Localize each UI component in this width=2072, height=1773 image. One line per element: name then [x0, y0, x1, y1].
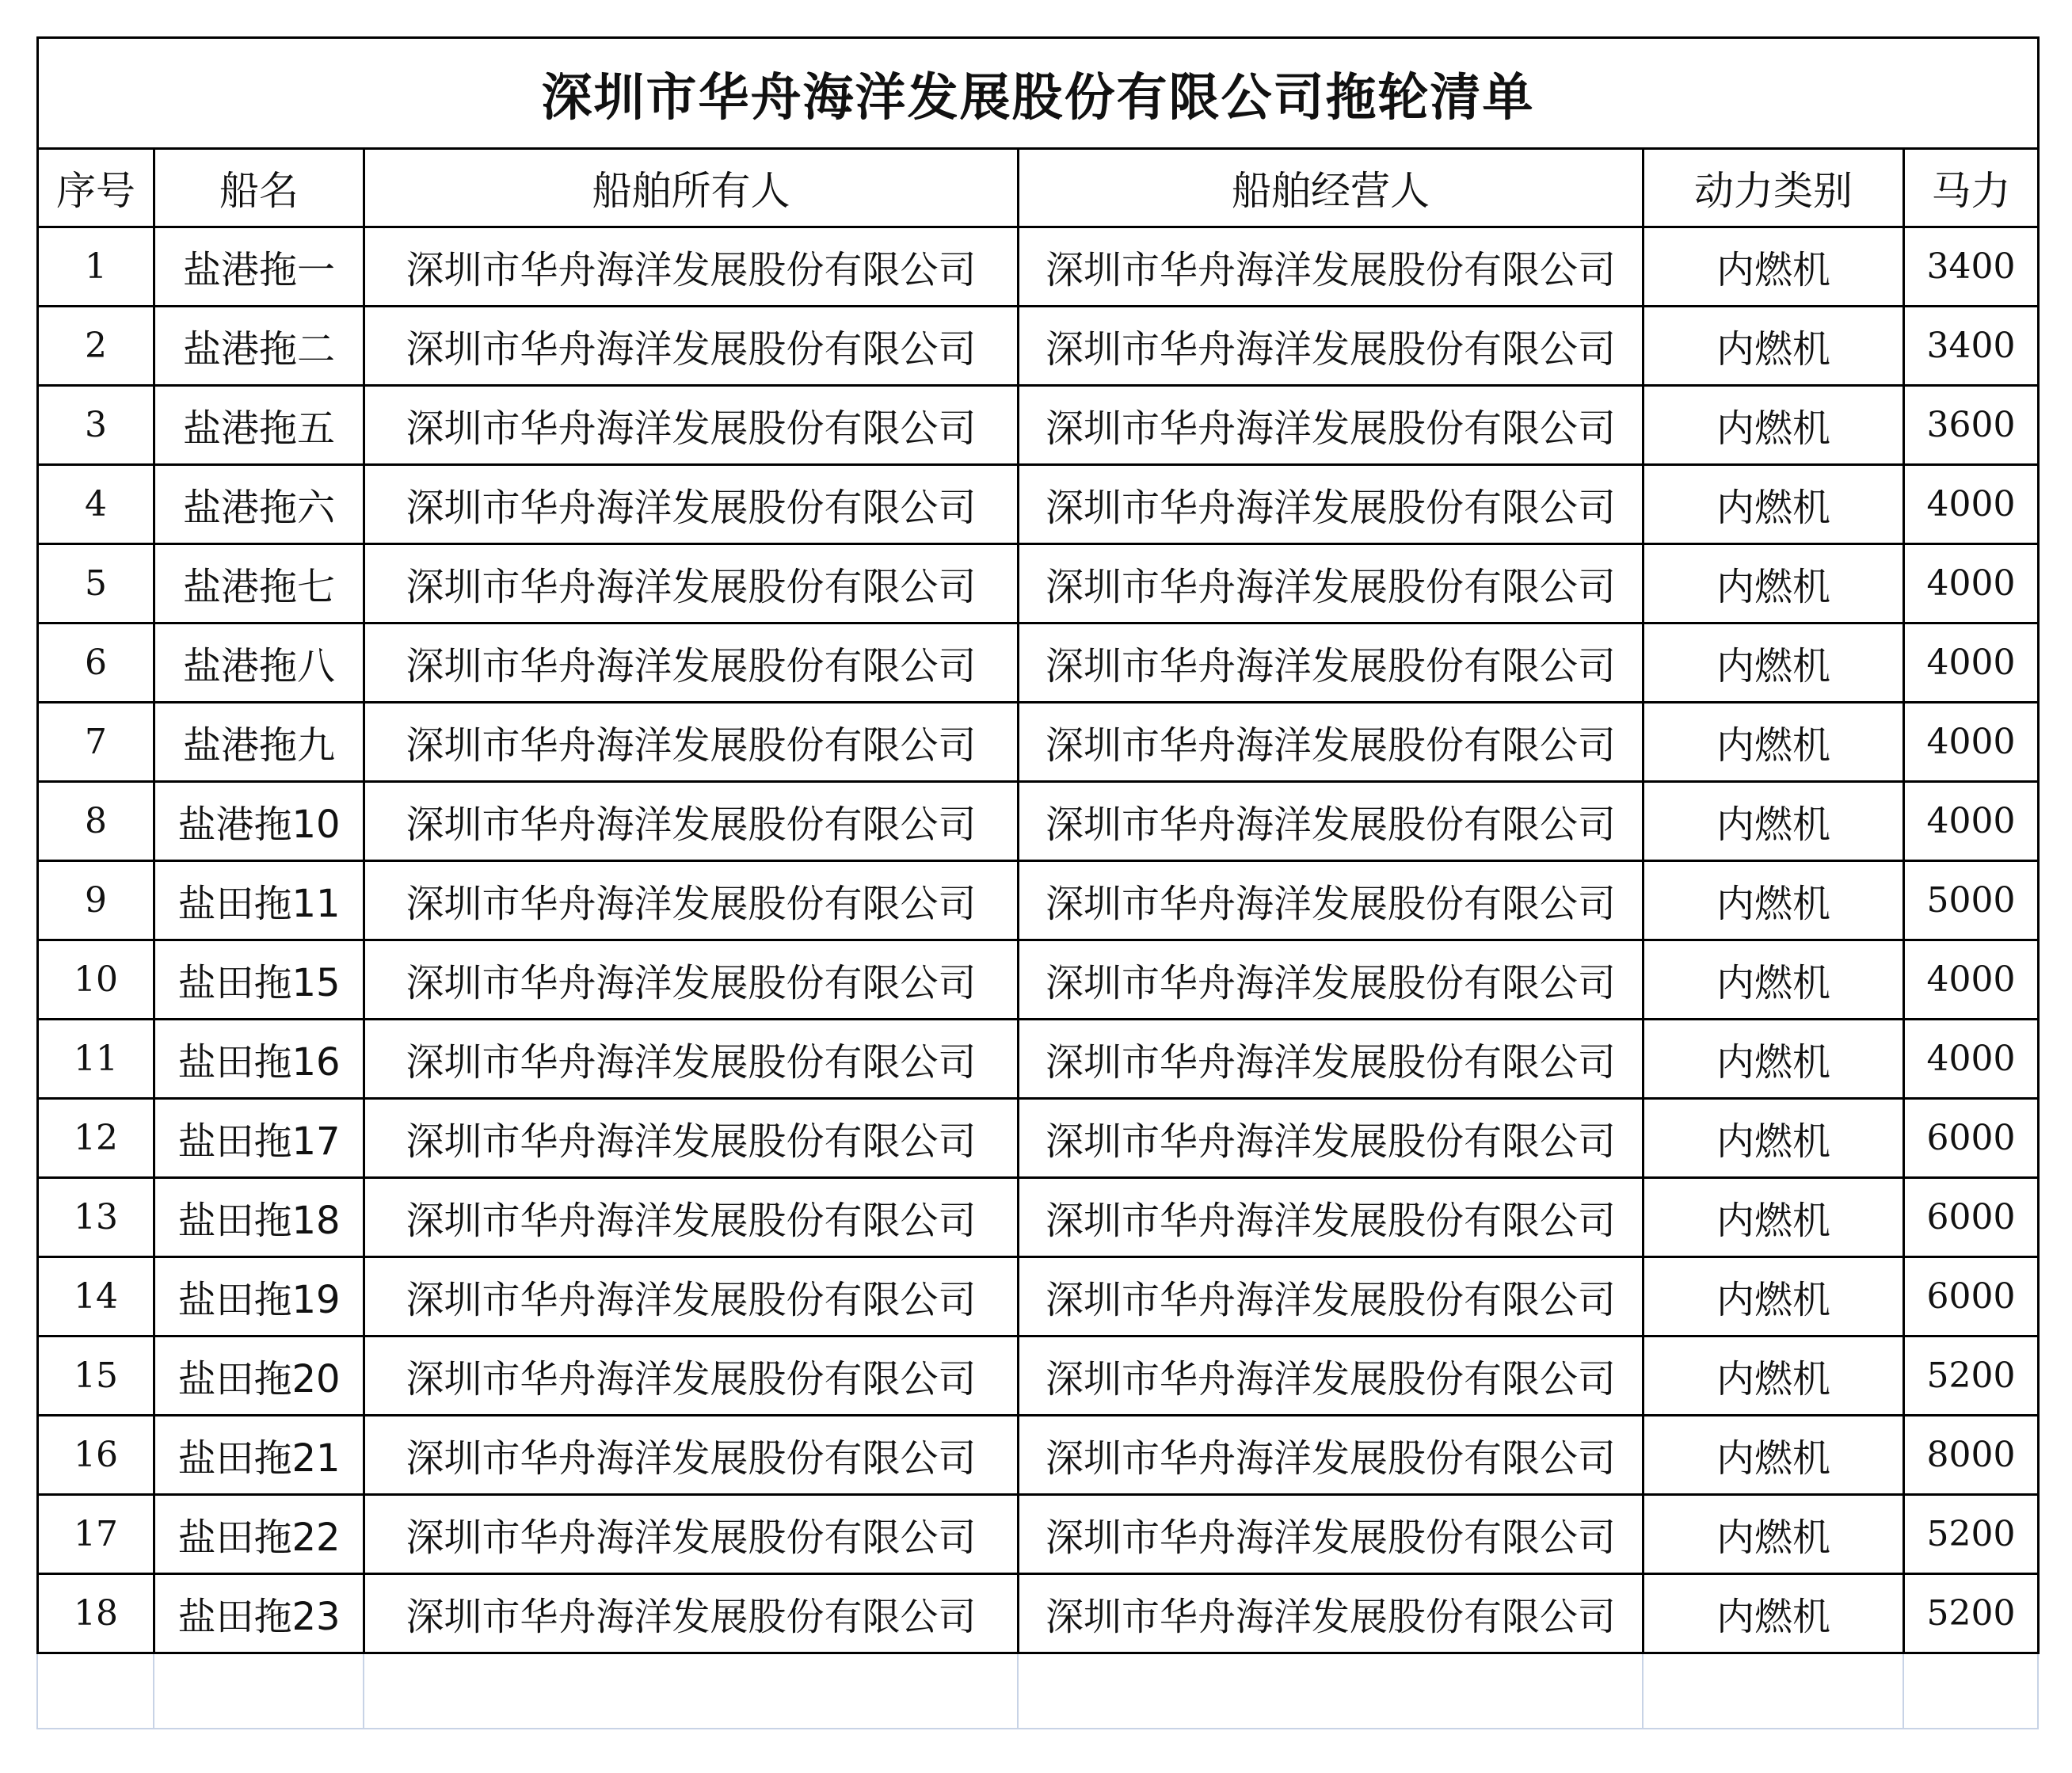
header-horsepower[interactable]: 马力 — [1904, 149, 2039, 227]
cell-power-type[interactable]: 内燃机 — [1644, 1178, 1904, 1257]
cell-ship-operator[interactable]: 深圳市华舟海洋发展股份有限公司 — [1019, 703, 1644, 782]
cell-ship-name[interactable]: 盐港拖一 — [154, 227, 364, 307]
cell-power-type[interactable]: 内燃机 — [1644, 544, 1904, 623]
table-row — [38, 307, 2039, 386]
cell-serial-number[interactable]: 18 — [38, 1574, 154, 1653]
cell-ship-operator[interactable]: 深圳市华舟海洋发展股份有限公司 — [1019, 227, 1644, 307]
cell-power-type[interactable]: 内燃机 — [1644, 1257, 1904, 1336]
cell-horsepower[interactable]: 4000 — [1904, 623, 2039, 703]
table-row — [38, 940, 2039, 1020]
cell-horsepower[interactable]: 4000 — [1904, 703, 2039, 782]
header-ship-name[interactable]: 船名 — [154, 149, 364, 227]
cell-serial-number[interactable]: 15 — [38, 1336, 154, 1416]
cell-serial-number[interactable]: 17 — [38, 1495, 154, 1574]
cell-ship-owner[interactable]: 深圳市华舟海洋发展股份有限公司 — [364, 307, 1019, 386]
cell-ship-owner[interactable]: 深圳市华舟海洋发展股份有限公司 — [364, 782, 1019, 861]
cell-ship-name[interactable]: 盐田拖20 — [154, 1336, 364, 1416]
cell-power-type[interactable]: 内燃机 — [1644, 1099, 1904, 1178]
table-row — [38, 1574, 2039, 1653]
cell-serial-number[interactable]: 6 — [38, 623, 154, 703]
table-row — [38, 703, 2039, 782]
cell-ship-owner[interactable]: 深圳市华舟海洋发展股份有限公司 — [364, 1416, 1019, 1495]
cell-power-type[interactable]: 内燃机 — [1644, 227, 1904, 307]
table-row — [38, 1336, 2039, 1416]
cell-horsepower[interactable]: 6000 — [1904, 1257, 2039, 1336]
header-power-type[interactable]: 动力类别 — [1644, 149, 1904, 227]
cell-ship-operator[interactable]: 深圳市华舟海洋发展股份有限公司 — [1019, 1178, 1644, 1257]
cell-power-type[interactable]: 内燃机 — [1644, 386, 1904, 465]
table-row — [38, 544, 2039, 623]
cell-serial-number[interactable]: 14 — [38, 1257, 154, 1336]
cell-ship-owner[interactable]: 深圳市华舟海洋发展股份有限公司 — [364, 386, 1019, 465]
cell-ship-name[interactable]: 盐田拖23 — [154, 1574, 364, 1653]
table-row — [38, 1178, 2039, 1257]
cell-ship-name[interactable]: 盐田拖19 — [154, 1257, 364, 1336]
cell-horsepower[interactable]: 3400 — [1904, 227, 2039, 307]
cell-ship-name[interactable]: 盐港拖九 — [154, 703, 364, 782]
cell-power-type[interactable]: 内燃机 — [1644, 703, 1904, 782]
cell-serial-number[interactable]: 9 — [38, 861, 154, 940]
cell-power-type[interactable]: 内燃机 — [1644, 623, 1904, 703]
cell-ship-name[interactable]: 盐港拖10 — [154, 782, 364, 861]
cell-ship-owner[interactable]: 深圳市华舟海洋发展股份有限公司 — [364, 1574, 1019, 1653]
cell-ship-operator[interactable]: 深圳市华舟海洋发展股份有限公司 — [1019, 1574, 1644, 1653]
cell-ship-operator[interactable]: 深圳市华舟海洋发展股份有限公司 — [1019, 307, 1644, 386]
spreadsheet-sheet — [36, 36, 2037, 1729]
empty-cell[interactable] — [1903, 1654, 2038, 1729]
cell-ship-owner[interactable]: 深圳市华舟海洋发展股份有限公司 — [364, 1178, 1019, 1257]
table-row — [38, 386, 2039, 465]
cell-ship-operator[interactable]: 深圳市华舟海洋发展股份有限公司 — [1019, 782, 1644, 861]
cell-serial-number[interactable]: 10 — [38, 940, 154, 1020]
empty-cell[interactable] — [1643, 1654, 1903, 1729]
cell-ship-owner[interactable]: 深圳市华舟海洋发展股份有限公司 — [364, 465, 1019, 544]
cell-ship-operator[interactable]: 深圳市华舟海洋发展股份有限公司 — [1019, 861, 1644, 940]
table-row — [38, 861, 2039, 940]
cell-horsepower[interactable]: 8000 — [1904, 1416, 2039, 1495]
cell-power-type[interactable]: 内燃机 — [1644, 940, 1904, 1020]
cell-serial-number[interactable]: 8 — [38, 782, 154, 861]
cell-power-type[interactable]: 内燃机 — [1644, 861, 1904, 940]
cell-ship-operator[interactable]: 深圳市华舟海洋发展股份有限公司 — [1019, 1257, 1644, 1336]
table-row — [38, 623, 2039, 703]
cell-horsepower[interactable]: 5200 — [1904, 1336, 2039, 1416]
cell-ship-owner[interactable]: 深圳市华舟海洋发展股份有限公司 — [364, 861, 1019, 940]
cell-serial-number[interactable]: 16 — [38, 1416, 154, 1495]
cell-horsepower[interactable]: 4000 — [1904, 465, 2039, 544]
cell-horsepower[interactable]: 5200 — [1904, 1495, 2039, 1574]
cell-ship-name[interactable]: 盐港拖五 — [154, 386, 364, 465]
cell-power-type[interactable]: 内燃机 — [1644, 1574, 1904, 1653]
cell-serial-number[interactable]: 4 — [38, 465, 154, 544]
header-serial-number[interactable]: 序号 — [38, 149, 154, 227]
cell-ship-owner[interactable]: 深圳市华舟海洋发展股份有限公司 — [364, 544, 1019, 623]
table-row — [38, 465, 2039, 544]
cell-ship-name[interactable]: 盐港拖八 — [154, 623, 364, 703]
header-ship-operator[interactable]: 船舶经营人 — [1019, 149, 1644, 227]
tugboat-table — [36, 36, 2040, 1654]
cell-ship-operator[interactable]: 深圳市华舟海洋发展股份有限公司 — [1019, 623, 1644, 703]
cell-ship-name[interactable]: 盐田拖22 — [154, 1495, 364, 1574]
cell-ship-name[interactable]: 盐田拖18 — [154, 1178, 364, 1257]
cell-horsepower[interactable]: 3400 — [1904, 307, 2039, 386]
table-row — [38, 1020, 2039, 1099]
cell-ship-name[interactable]: 盐港拖六 — [154, 465, 364, 544]
cell-ship-name[interactable]: 盐田拖16 — [154, 1020, 364, 1099]
cell-ship-owner[interactable]: 深圳市华舟海洋发展股份有限公司 — [364, 1020, 1019, 1099]
cell-serial-number[interactable]: 3 — [38, 386, 154, 465]
cell-ship-name[interactable]: 盐田拖11 — [154, 861, 364, 940]
cell-horsepower[interactable]: 3600 — [1904, 386, 2039, 465]
cell-horsepower[interactable]: 6000 — [1904, 1099, 2039, 1178]
cell-ship-operator[interactable]: 深圳市华舟海洋发展股份有限公司 — [1019, 1416, 1644, 1495]
cell-ship-owner[interactable]: 深圳市华舟海洋发展股份有限公司 — [364, 1099, 1019, 1178]
cell-ship-owner[interactable]: 深圳市华舟海洋发展股份有限公司 — [364, 1257, 1019, 1336]
cell-ship-name[interactable]: 盐田拖17 — [154, 1099, 364, 1178]
cell-ship-name[interactable]: 盐港拖七 — [154, 544, 364, 623]
empty-cell[interactable] — [154, 1654, 364, 1729]
cell-ship-name[interactable]: 盐田拖21 — [154, 1416, 364, 1495]
cell-ship-operator[interactable]: 深圳市华舟海洋发展股份有限公司 — [1019, 1336, 1644, 1416]
cell-serial-number[interactable]: 7 — [38, 703, 154, 782]
empty-cell[interactable] — [37, 1654, 154, 1729]
cell-ship-name[interactable]: 盐港拖二 — [154, 307, 364, 386]
empty-cell[interactable] — [1018, 1654, 1643, 1729]
cell-horsepower[interactable]: 6000 — [1904, 1178, 2039, 1257]
cell-ship-operator[interactable]: 深圳市华舟海洋发展股份有限公司 — [1019, 465, 1644, 544]
cell-ship-owner[interactable]: 深圳市华舟海洋发展股份有限公司 — [364, 1336, 1019, 1416]
table-row — [38, 1416, 2039, 1495]
header-row — [38, 149, 2039, 227]
cell-serial-number[interactable]: 13 — [38, 1178, 154, 1257]
table-row — [38, 1495, 2039, 1574]
empty-cell[interactable] — [364, 1654, 1018, 1729]
table-row — [38, 782, 2039, 861]
title-row — [38, 38, 2039, 149]
cell-power-type[interactable]: 内燃机 — [1644, 1416, 1904, 1495]
cell-ship-operator[interactable]: 深圳市华舟海洋发展股份有限公司 — [1019, 1495, 1644, 1574]
cell-serial-number[interactable]: 2 — [38, 307, 154, 386]
cell-serial-number[interactable]: 11 — [38, 1020, 154, 1099]
empty-spreadsheet-row — [36, 1654, 2039, 1729]
cell-power-type[interactable]: 内燃机 — [1644, 782, 1904, 861]
cell-ship-owner[interactable]: 深圳市华舟海洋发展股份有限公司 — [364, 1495, 1019, 1574]
cell-ship-operator[interactable]: 深圳市华舟海洋发展股份有限公司 — [1019, 1020, 1644, 1099]
cell-horsepower[interactable]: 4000 — [1904, 544, 2039, 623]
cell-ship-owner[interactable]: 深圳市华舟海洋发展股份有限公司 — [364, 940, 1019, 1020]
cell-serial-number[interactable]: 1 — [38, 227, 154, 307]
cell-power-type[interactable]: 内燃机 — [1644, 307, 1904, 386]
cell-ship-operator[interactable]: 深圳市华舟海洋发展股份有限公司 — [1019, 386, 1644, 465]
table-title[interactable]: 深圳市华舟海洋发展股份有限公司拖轮清单 — [38, 38, 2039, 149]
cell-horsepower[interactable]: 4000 — [1904, 782, 2039, 861]
cell-serial-number[interactable]: 12 — [38, 1099, 154, 1178]
cell-ship-name[interactable]: 盐田拖15 — [154, 940, 364, 1020]
cell-ship-owner[interactable]: 深圳市华舟海洋发展股份有限公司 — [364, 623, 1019, 703]
cell-ship-operator[interactable]: 深圳市华舟海洋发展股份有限公司 — [1019, 544, 1644, 623]
cell-horsepower[interactable]: 5200 — [1904, 1574, 2039, 1653]
table-row — [38, 1257, 2039, 1336]
cell-horsepower[interactable]: 4000 — [1904, 1020, 2039, 1099]
header-ship-owner[interactable]: 船舶所有人 — [364, 149, 1019, 227]
cell-power-type[interactable]: 内燃机 — [1644, 1495, 1904, 1574]
cell-ship-owner[interactable]: 深圳市华舟海洋发展股份有限公司 — [364, 703, 1019, 782]
cell-serial-number[interactable]: 5 — [38, 544, 154, 623]
table-row — [38, 1099, 2039, 1178]
table-row — [38, 227, 2039, 307]
cell-ship-operator[interactable]: 深圳市华舟海洋发展股份有限公司 — [1019, 940, 1644, 1020]
cell-horsepower[interactable]: 4000 — [1904, 940, 2039, 1020]
cell-ship-operator[interactable]: 深圳市华舟海洋发展股份有限公司 — [1019, 1099, 1644, 1178]
cell-ship-owner[interactable]: 深圳市华舟海洋发展股份有限公司 — [364, 227, 1019, 307]
cell-power-type[interactable]: 内燃机 — [1644, 1020, 1904, 1099]
cell-power-type[interactable]: 内燃机 — [1644, 465, 1904, 544]
cell-power-type[interactable]: 内燃机 — [1644, 1336, 1904, 1416]
cell-horsepower[interactable]: 5000 — [1904, 861, 2039, 940]
